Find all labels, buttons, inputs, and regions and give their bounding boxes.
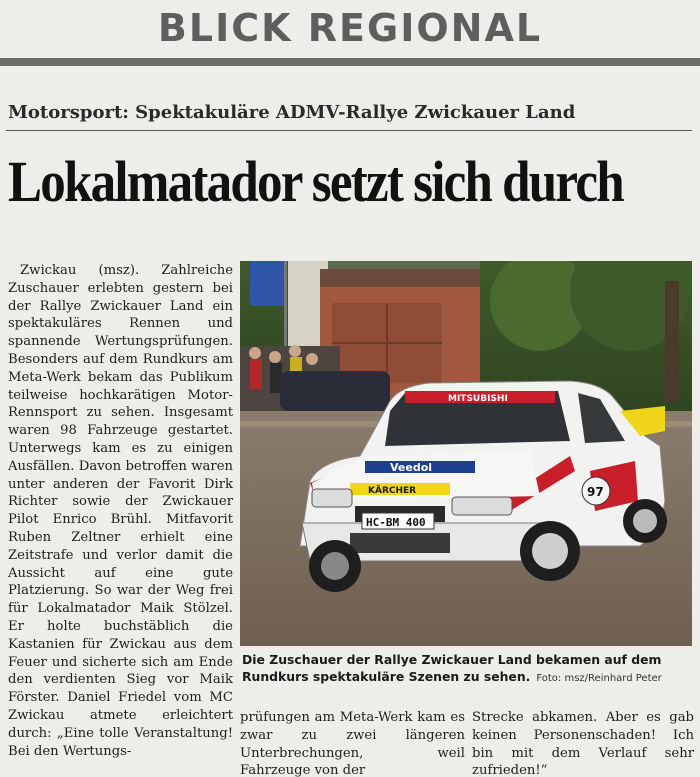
hood-text: KÄRCHER [368,486,417,496]
photo-credit: Foto: msz/Reinhard Peter [536,673,662,684]
article-body-col2: prüfungen am Meta-Werk kam es zwar zu zwei längeren Unterbrechungen, weil Fahrzeuge von der [240,710,465,777]
rally-photo [240,261,692,646]
sponsor-banner-text: MITSUBISHI [448,394,508,404]
start-number-text: 97 [587,485,604,499]
kicker-divider [6,130,692,131]
caption-text: Die Zuschauer der Rallye Zwickauer Land bekamen auf dem Rundkurs spektakuläre Szenen zu sehen. [242,652,662,684]
car-brand-text: Veedol [390,461,433,474]
article-column-1 [8,262,233,760]
article-headline: Lokalmatador setzt sich durch [8,149,623,214]
article-column-3 [472,709,694,777]
article-kicker: Motorsport: Spektakuläre ADMV-Rallye Zwickauer Land [8,102,576,123]
photo-caption [242,651,694,687]
article-body-col1: Zwickau (msz). Zahlreiche Zuschauer erlebten gestern bei der Rallye Zwickauer Land ein spektakuläres Rennen und spannende Wertungsprüfungen. Besonders auf dem Rundkurs am Meta-Werk bekam das Publikum teilweise hochkarätigen Motor-Rennsport zu sehen. Insgesamt waren 98 Fahrzeuge gestartet. Unterwegs kam es zu einigen Ausfällen. Davon betroffen waren unter anderen der Favorit Dirk Richter sowie der Zwickauer Pilot Enrico Brühl. Mitfavorit Ruben Zeltner erhielt eine Zeitstrafe und verlor damit die Aussicht auf eine gute Platzierung. So war der Weg frei für Lokalmatador Maik Stölzel. Er holte buchstäblich die Kastanien für Zwickau aus dem Feuer und sicherte sich am Ende den verdienten Sieg vor Maik Förster. Daniel Friedel vom MC Zwickau atmete erleichtert durch: „Eine tolle Veranstaltung! Bei den Wertungs- [8,263,233,759]
masthead-rule [0,58,700,66]
masthead-title: BLICK REGIONAL [157,6,543,50]
license-plate-text: HC-BM 400 [366,516,426,529]
article-body-col3: Strecke abkamen. Aber es gab keinen Personenschaden! Ich bin mit dem Verlauf sehr zufrieden!“ [472,710,694,777]
article-column-2 [240,709,465,777]
masthead [0,0,700,66]
